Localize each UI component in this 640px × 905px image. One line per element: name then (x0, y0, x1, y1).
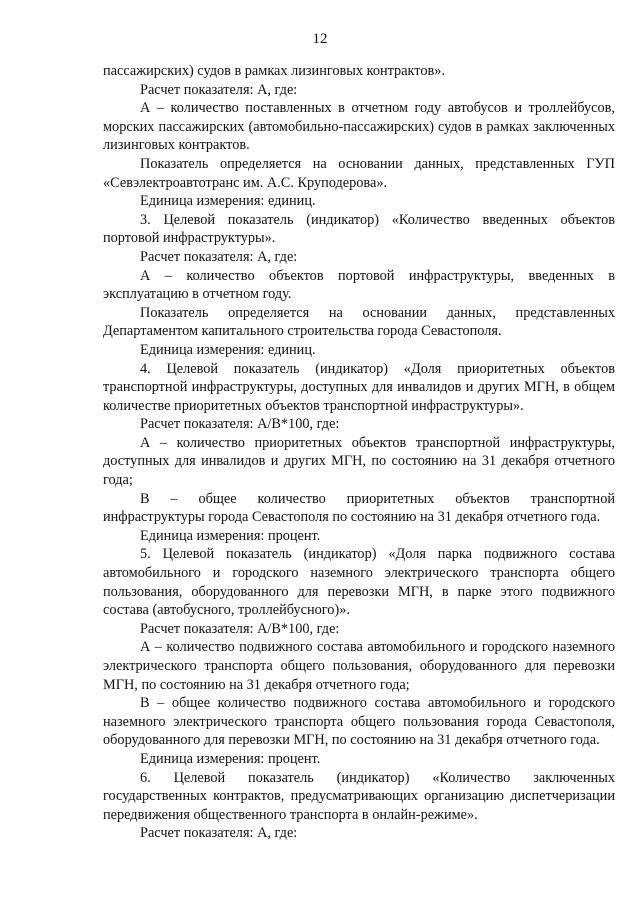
indicator-3-heading: 3. Целевой показатель (индикатор) «Количество введенных объектов портовой инфраструктуры». (103, 211, 615, 247)
unit-of-measure: Единица измерения: процент. (140, 750, 321, 767)
data-source-note: Показатель определяется на основании данных, представленных ГУП «Севэлектроавтотранс им. А.С. Круподерова». (103, 155, 615, 191)
data-source-note: Показатель определяется на основании данных, представленных Департаментом капитального строительства города Севастополя. (103, 304, 615, 340)
document-body (103, 62, 615, 843)
variable-definition-a: А – количество поставленных в отчетном году автобусов и троллейбусов, морских пассажирских (автомобильно-пассажирских) судов в рамках заключенных лизинговых контрактов. (103, 100, 615, 154)
indicator-5-heading: 5. Целевой показатель (индикатор) «Доля парка подвижного состава автомобильного и городского наземного электрического транспорта общего пользования, оборудованного для перевозки МГН, в парке этого подвижного состава (автобусного, троллейбусного)». (103, 546, 615, 619)
variable-definition-a: А – количество объектов портовой инфраструктуры, введенных в эксплуатацию в отчетном году. (103, 267, 615, 303)
variable-definition-b: В – общее количество приоритетных объектов транспортной инфраструктуры города Севастополя по состоянию на 31 декабря отчетного года. (103, 490, 615, 526)
indicator-6-heading: 6. Целевой показатель (индикатор) «Количество заключенных государственных контрактов, предусматривающих организацию диспетчеризации передвижения общественного транспорта в онлайн-режиме». (103, 769, 615, 823)
unit-of-measure: Единица измерения: процент. (140, 527, 321, 544)
variable-definition-a: А – количество приоритетных объектов транспортной инфраструктуры, доступных для инвалидов и других МГН, по состоянию на 31 декабря отчетного года; (103, 434, 615, 489)
variable-definition-b: В – общее количество подвижного состава автомобильного и городского наземного электрического транспорта общего пользования города Севастополя, оборудованного для перевозки МГН, по состоянию на 31 декабря отчетного года. (103, 695, 615, 749)
unit-of-measure: Единица измерения: единиц. (140, 193, 316, 210)
calculation-formula-line: Расчет показателя: А/В*100, где: (140, 416, 340, 433)
paragraph-continuation: пассажирских) судов в рамках лизинговых контрактов». (103, 63, 445, 79)
page-number: 12 (312, 31, 328, 47)
variable-definition-a: А – количество подвижного состава автомобильного и городского наземного электрического транспорта общего пользования, оборудованного для перевозки МГН, по состоянию на 31 декабря отчетного года; (103, 639, 615, 693)
calculation-formula-line: Расчет показателя: А, где: (140, 248, 298, 265)
calculation-formula-line: Расчет показателя: А, где: (140, 81, 298, 98)
unit-of-measure: Единица измерения: единиц. (140, 341, 316, 358)
calculation-formula-line: Расчет показателя: А, где: (140, 825, 298, 842)
calculation-formula-line: Расчет показателя: А/В*100, где: (140, 620, 340, 637)
indicator-4-heading: 4. Целевой показатель (индикатор) «Доля приоритетных объектов транспортной инфраструктуры, доступных для инвалидов и других МГН, в общем количестве приоритетных объектов транспортной инфраструктуры». (103, 360, 615, 414)
